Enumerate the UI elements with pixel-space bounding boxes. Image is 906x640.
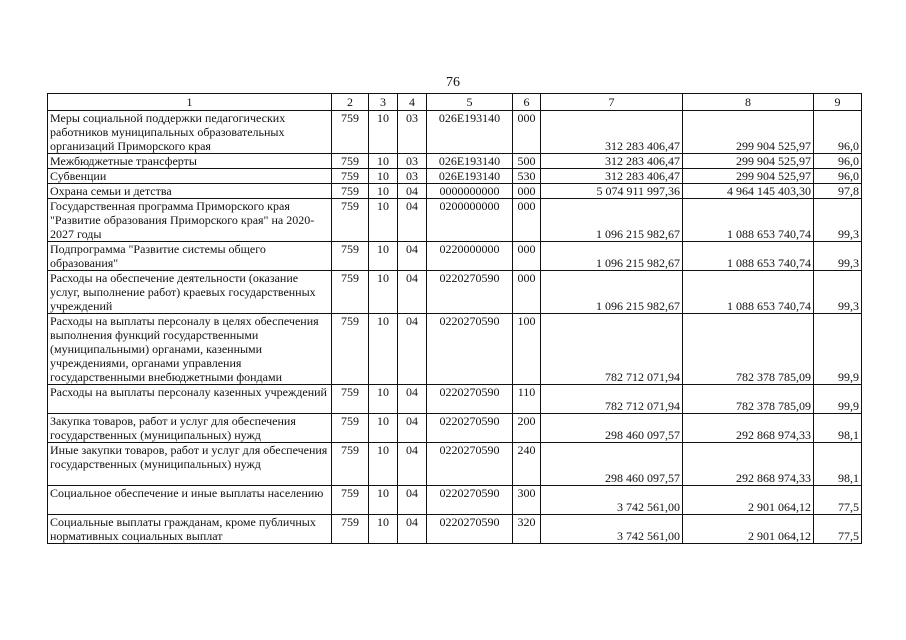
table-row xyxy=(48,169,862,184)
row-code-5: 0220270590 xyxy=(427,385,513,414)
row-amount-actual: 292 868 974,33 xyxy=(683,414,814,443)
table-header-row xyxy=(48,94,862,111)
row-code-4: 03 xyxy=(398,154,427,169)
row-code-4: 04 xyxy=(398,486,427,515)
table-row xyxy=(48,199,862,242)
row-percent: 98,1 xyxy=(814,443,862,486)
row-name: Закупка товаров, работ и услуг для обеспечения государственных (муниципальных) нужд xyxy=(48,414,332,443)
row-name: Расходы на выплаты персоналу казенных учреждений xyxy=(48,385,332,414)
row-code-6: 000 xyxy=(513,184,541,199)
row-code-4: 04 xyxy=(398,314,427,385)
row-amount-planned: 782 712 071,94 xyxy=(541,385,683,414)
row-name: Расходы на обеспечение деятельности (оказание услуг, выполнение работ) краевых государственных учреждений xyxy=(48,271,332,314)
row-percent: 98,1 xyxy=(814,414,862,443)
row-code-4: 04 xyxy=(398,385,427,414)
row-code-2: 759 xyxy=(332,111,369,154)
row-code-4: 04 xyxy=(398,271,427,314)
table-row xyxy=(48,111,862,154)
column-header: 5 xyxy=(427,94,513,111)
row-code-6: 240 xyxy=(513,443,541,486)
row-code-4: 03 xyxy=(398,169,427,184)
row-code-4: 04 xyxy=(398,443,427,486)
row-code-6: 000 xyxy=(513,271,541,314)
row-percent: 99,3 xyxy=(814,199,862,242)
table-row xyxy=(48,242,862,271)
row-code-2: 759 xyxy=(332,199,369,242)
page-number: 76 xyxy=(446,75,460,90)
table-row xyxy=(48,414,862,443)
row-code-2: 759 xyxy=(332,242,369,271)
row-code-3: 10 xyxy=(369,385,398,414)
row-code-5: 0000000000 xyxy=(427,184,513,199)
row-amount-actual: 1 088 653 740,74 xyxy=(683,271,814,314)
row-amount-planned: 1 096 215 982,67 xyxy=(541,242,683,271)
row-code-3: 10 xyxy=(369,414,398,443)
row-code-6: 320 xyxy=(513,515,541,544)
row-amount-actual: 2 901 064,12 xyxy=(683,486,814,515)
table-row xyxy=(48,385,862,414)
row-code-3: 10 xyxy=(369,242,398,271)
table-row xyxy=(48,486,862,515)
row-code-6: 530 xyxy=(513,169,541,184)
row-code-2: 759 xyxy=(332,169,369,184)
row-code-3: 10 xyxy=(369,184,398,199)
column-header: 1 xyxy=(48,94,332,111)
table-row xyxy=(48,314,862,385)
row-code-3: 10 xyxy=(369,486,398,515)
row-code-2: 759 xyxy=(332,154,369,169)
row-code-4: 04 xyxy=(398,184,427,199)
row-amount-planned: 5 074 911 997,36 xyxy=(541,184,683,199)
row-amount-planned: 3 742 561,00 xyxy=(541,486,683,515)
row-name: Межбюджетные трансферты xyxy=(48,154,332,169)
row-code-5: 0200000000 xyxy=(427,199,513,242)
row-percent: 96,0 xyxy=(814,154,862,169)
row-amount-actual: 299 904 525,97 xyxy=(683,169,814,184)
row-code-2: 759 xyxy=(332,443,369,486)
row-code-5: 0220270590 xyxy=(427,486,513,515)
row-code-3: 10 xyxy=(369,199,398,242)
row-code-3: 10 xyxy=(369,314,398,385)
row-code-2: 759 xyxy=(332,515,369,544)
row-code-4: 04 xyxy=(398,199,427,242)
row-amount-planned: 312 283 406,47 xyxy=(541,154,683,169)
row-code-6: 000 xyxy=(513,199,541,242)
row-name: Социальное обеспечение и иные выплаты населению xyxy=(48,486,332,515)
row-code-6: 000 xyxy=(513,111,541,154)
row-amount-planned: 312 283 406,47 xyxy=(541,111,683,154)
row-percent: 96,0 xyxy=(814,169,862,184)
row-code-5: 0220270590 xyxy=(427,414,513,443)
row-percent: 99,9 xyxy=(814,385,862,414)
row-code-3: 10 xyxy=(369,169,398,184)
row-amount-actual: 782 378 785,09 xyxy=(683,314,814,385)
row-amount-actual: 782 378 785,09 xyxy=(683,385,814,414)
row-name: Социальные выплаты гражданам, кроме публичных нормативных социальных выплат xyxy=(48,515,332,544)
row-amount-actual: 1 088 653 740,74 xyxy=(683,199,814,242)
row-amount-actual: 2 901 064,12 xyxy=(683,515,814,544)
row-code-3: 10 xyxy=(369,154,398,169)
row-name: Расходы на выплаты персоналу в целях обеспечения выполнения функций государственными (муниципальными) органами, казенными учреждениями, органами управления государственными внебюджетными фондами xyxy=(48,314,332,385)
row-code-6: 000 xyxy=(513,242,541,271)
row-amount-planned: 298 460 097,57 xyxy=(541,414,683,443)
row-percent: 97,8 xyxy=(814,184,862,199)
column-header: 8 xyxy=(683,94,814,111)
row-code-5: 0220270590 xyxy=(427,314,513,385)
column-header: 4 xyxy=(398,94,427,111)
row-name: Охрана семьи и детства xyxy=(48,184,332,199)
row-code-6: 500 xyxy=(513,154,541,169)
table-row xyxy=(48,515,862,544)
row-code-2: 759 xyxy=(332,271,369,314)
row-code-6: 100 xyxy=(513,314,541,385)
row-code-6: 200 xyxy=(513,414,541,443)
row-name: Подпрограмма "Развитие системы общего образования" xyxy=(48,242,332,271)
row-percent: 77,5 xyxy=(814,515,862,544)
column-header: 6 xyxy=(513,94,541,111)
row-code-5: 026E193140 xyxy=(427,154,513,169)
row-code-4: 04 xyxy=(398,515,427,544)
row-percent: 99,9 xyxy=(814,314,862,385)
row-percent: 99,3 xyxy=(814,271,862,314)
row-code-2: 759 xyxy=(332,314,369,385)
row-amount-actual: 299 904 525,97 xyxy=(683,111,814,154)
row-amount-planned: 1 096 215 982,67 xyxy=(541,199,683,242)
row-percent: 96,0 xyxy=(814,111,862,154)
column-header: 2 xyxy=(332,94,369,111)
row-code-2: 759 xyxy=(332,414,369,443)
row-amount-actual: 4 964 145 403,30 xyxy=(683,184,814,199)
row-code-4: 04 xyxy=(398,414,427,443)
row-code-6: 110 xyxy=(513,385,541,414)
row-name: Меры социальной поддержки педагогических работников муниципальных образовательных организаций Приморского края xyxy=(48,111,332,154)
row-percent: 99,3 xyxy=(814,242,862,271)
row-amount-planned: 312 283 406,47 xyxy=(541,169,683,184)
column-header: 9 xyxy=(814,94,862,111)
row-code-3: 10 xyxy=(369,443,398,486)
row-amount-actual: 292 868 974,33 xyxy=(683,443,814,486)
row-code-6: 300 xyxy=(513,486,541,515)
row-code-5: 0220000000 xyxy=(427,242,513,271)
row-code-5: 0220270590 xyxy=(427,515,513,544)
row-amount-actual: 299 904 525,97 xyxy=(683,154,814,169)
row-name: Государственная программа Приморского края "Развитие образования Приморского края" на 2020-2027 годы xyxy=(48,199,332,242)
row-code-4: 04 xyxy=(398,242,427,271)
table-row xyxy=(48,154,862,169)
budget-table xyxy=(47,93,862,544)
row-amount-planned: 298 460 097,57 xyxy=(541,443,683,486)
row-code-5: 0220270590 xyxy=(427,271,513,314)
table-row xyxy=(48,271,862,314)
table-row xyxy=(48,443,862,486)
row-name: Субвенции xyxy=(48,169,332,184)
row-code-5: 0220270590 xyxy=(427,443,513,486)
table-row xyxy=(48,184,862,199)
row-code-3: 10 xyxy=(369,515,398,544)
row-amount-planned: 782 712 071,94 xyxy=(541,314,683,385)
row-code-5: 026E193140 xyxy=(427,169,513,184)
row-code-5: 026E193140 xyxy=(427,111,513,154)
row-code-2: 759 xyxy=(332,385,369,414)
column-header: 7 xyxy=(541,94,683,111)
row-amount-actual: 1 088 653 740,74 xyxy=(683,242,814,271)
row-percent: 77,5 xyxy=(814,486,862,515)
column-header: 3 xyxy=(369,94,398,111)
row-amount-planned: 1 096 215 982,67 xyxy=(541,271,683,314)
row-name: Иные закупки товаров, работ и услуг для обеспечения государственных (муниципальных) нужд xyxy=(48,443,332,486)
row-code-3: 10 xyxy=(369,271,398,314)
row-code-2: 759 xyxy=(332,184,369,199)
row-code-4: 03 xyxy=(398,111,427,154)
row-code-2: 759 xyxy=(332,486,369,515)
row-code-3: 10 xyxy=(369,111,398,154)
row-amount-planned: 3 742 561,00 xyxy=(541,515,683,544)
